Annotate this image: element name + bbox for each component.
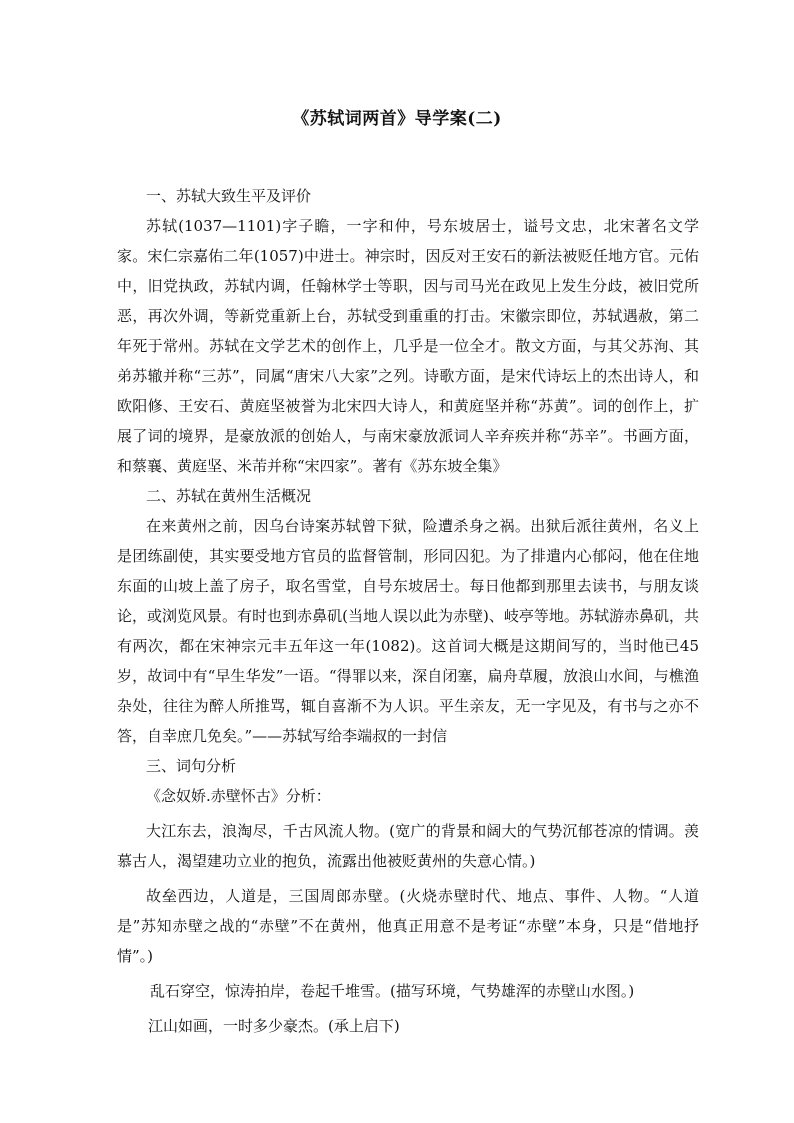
section-heading-huangzhou: 二、苏轼在黄州生活概况	[146, 487, 312, 505]
analysis-line-3: 乱石穿空，惊涛拍岸，卷起千堆雪。(描写环境，气势雄浑的赤壁山水图。)	[150, 982, 635, 1000]
analysis-line-4: 江山如画，一时多少豪杰。(承上启下)	[148, 1017, 400, 1035]
section-heading-analysis: 三、词句分析	[146, 757, 237, 775]
document-body	[117, 181, 699, 1041]
page-title: 《苏轼词两首》导学案(二)	[292, 109, 502, 129]
analysis-subheading: 《念奴娇.赤壁怀古》分析：	[146, 787, 331, 805]
section-body-life: 苏轼(1037—1101)字子瞻，一字和仲，号东坡居士，谥号文忠，北宋著名文学家。宋仁宗嘉佑二年(1057)中进士。神宗时，因反对王安石的新法被贬任地方官。元佑中，旧党执政，苏轼内调，任翰林学士等职，因与司马光在政见上发生分歧，被旧党所恶，再次外调，等新党重新上台，苏轼受到重重的打击。宋徽宗即位，苏轼遇赦，第二年死于常州。苏轼在文学艺术的创作上，几乎是一位全才。散文方面，与其父苏洵、其弟苏辙并称“三苏”，同属“唐宋八大家”之列。诗歌方面，是宋代诗坛上的杰出诗人，和欧阳修、王安石、黄庭坚被誉为北宋四大诗人，和黄庭坚并称“苏黄”。词的创作上，扩展了词的境界，是豪放派的创始人，与南宋豪放派词人辛弃疾并称“苏辛”。书画方面，和蔡襄、黄庭坚、米芾并称“宋四家”。著有《苏东坡全集》	[117, 217, 699, 475]
analysis-line-1: 大江东去，浪淘尽，千古风流人物。(宽广的背景和阔大的气势沉郁苍凉的情调。羡慕古人，渴望建功立业的抱负，流露出他被贬黄州的失意心情。)	[117, 822, 699, 870]
section-body-huangzhou: 在来黄州之前，因乌台诗案苏轼曾下狱，险遭杀身之祸。出狱后派往黄州，名义上是团练副使，其实要受地方官员的监督管制，形同囚犯。为了排遣内心郁闷，他在住地东面的山坡上盖了房子，取名雪堂，自号东坡居士。每日他都到那里去读书，与朋友谈论，或浏览风景。有时也到赤鼻矶(当地人误以此为赤壁)、岐亭等地。苏轼游赤鼻矶，共有两次，都在宋神宗元丰五年这一年(1082)。这首词大概是这期间写的，当时他已45岁，故词中有“早生华发”一语。“得罪以来，深自闭塞，扁舟草履，放浪山水间，与樵渔杂处，往往为醉人所推骂，辄自喜渐不为人识。平生亲友，无一字见及，有书与之亦不答，自幸庶几免矣。”——苏轼写给李端叔的一封信	[117, 517, 699, 745]
analysis-line-2: 故垒西边，人道是，三国周郎赤壁。(火烧赤壁时代、地点、事件、人物。“人道是”苏知赤壁之战的“赤壁”不在黄州，他真正用意不是考证“赤壁”本身，只是“借地抒情”。)	[117, 887, 699, 965]
section-heading-life: 一、苏轼大致生平及评价	[146, 187, 312, 205]
